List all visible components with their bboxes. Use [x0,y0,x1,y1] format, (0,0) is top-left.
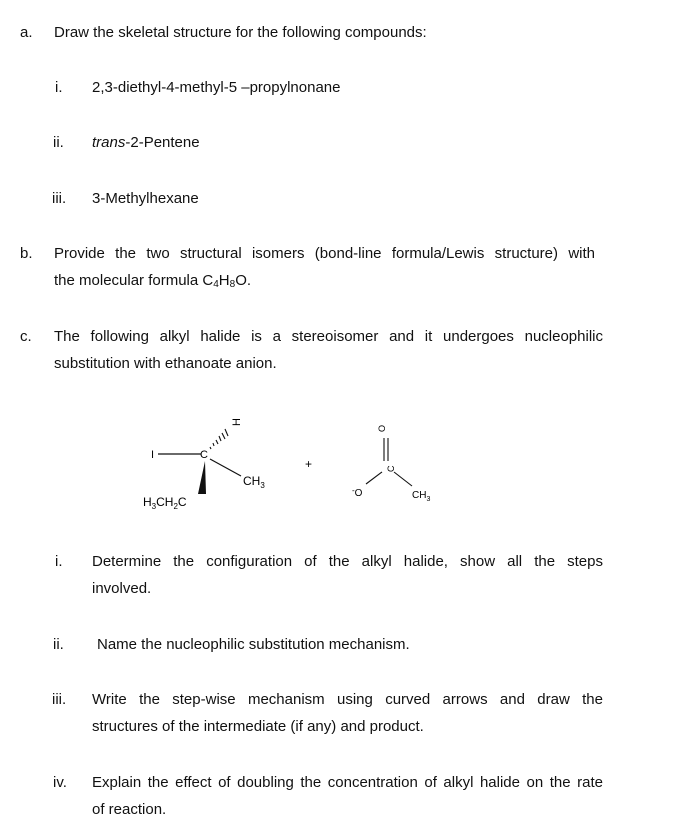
ethyl-subscript-1: 3 [151,502,157,511]
ethyl-h: H [143,495,152,509]
part-c-item-3-line-1: Write the step-wise mechanism using curved arrows and draw the [92,691,603,708]
halide-methyl-subscript: 3 [260,481,265,490]
hydrogen-atom-label: H [231,418,243,426]
carboxylate-oxygen-label: O [354,488,363,499]
ethanoate-methyl-ch: CH [412,490,427,501]
part-b-label: b. [20,245,33,262]
ethanoate-methyl-group [412,490,430,503]
part-c-item-4-line-2: of reaction. [92,801,167,818]
part-c-item-3-line-2: structures of the intermediate (if any) and product. [92,718,424,735]
part-c-item-2-number: ii. [53,636,64,653]
part-c-item-3-number: iii. [52,691,67,708]
part-c-item-4-line-1: Explain the effect of doubling the concentration of alkyl halide on the rate [92,774,603,791]
part-c-line-2: substitution with ethanoate anion. [54,355,277,372]
hashed-wedge-bond [210,429,228,449]
ethanoate-methyl-subscript: 3 [426,496,431,503]
part-a-item-1-number: i. [55,79,63,96]
part-b-formula-prefix: the molecular formula C [54,272,214,289]
part-c-item-4-number: iv. [53,774,67,791]
ethyl-group [143,495,187,511]
carbonyl-oxygen-label: O [377,424,387,432]
part-c-item-1-line-1: Determine the configuration of the alkyl halide, show all the steps [92,553,603,570]
carbon-oxygen-single-bond [366,472,382,484]
ethyl-ch: CH [156,495,174,509]
part-c-item-1-number: i. [55,553,63,570]
plus-sign: + [305,457,313,471]
part-a-item-2-number: ii. [53,134,64,151]
iodine-atom-label: I [151,449,155,461]
part-a-prompt: Draw the skeletal structure for the following compounds: [54,24,427,41]
part-c-item-1-line-2: involved. [92,580,152,597]
halide-methyl-ch: CH [243,474,261,488]
part-a-item-1-text: 2,3-diethyl-4-methyl-5 –propylnonane [92,79,341,96]
part-c-item-2-text: Name the nucleophilic substitution mechanism. [97,636,410,653]
carbon-methyl-bond-2 [394,472,412,486]
part-c-line-1: The following alkyl halide is a stereoisomer and it undergoes nucleophilic [54,328,603,345]
carboxylate-oxygen-group [352,486,363,499]
part-b-formula-suffix: O. [235,272,252,289]
part-a-item-3-text: 3-Methylhexane [92,190,199,207]
part-a-item-2-italic-prefix: trans [92,134,126,151]
part-c-label: c. [20,328,32,345]
ethyl-c: C [177,495,187,509]
part-a-item-3-number: iii. [52,190,67,207]
part-a-item-2-suffix: -2-Pentene [125,134,200,151]
part-b-formula-sub-h: 8 [229,279,236,290]
solid-wedge-bond [198,461,206,494]
part-b-formula-h: H [218,272,230,289]
part-a-label: a. [20,24,33,41]
ethyl-subscript-2: 2 [173,502,178,511]
part-c-item-3-text [92,686,603,740]
part-c-item-1-text [92,548,603,602]
negative-charge: - [352,486,355,495]
part-c-item-4-text [92,769,603,823]
part-b-line-1: Provide the two structural isomers (bond-line formula/Lewis structure) with [54,245,595,262]
halide-methyl-group [243,474,265,490]
carbon-methyl-bond [210,459,241,476]
carboxylate-carbon-label: C [386,465,396,472]
part-b-formula-sub-c: 4 [213,279,219,290]
chiral-carbon-label: C [200,449,208,461]
